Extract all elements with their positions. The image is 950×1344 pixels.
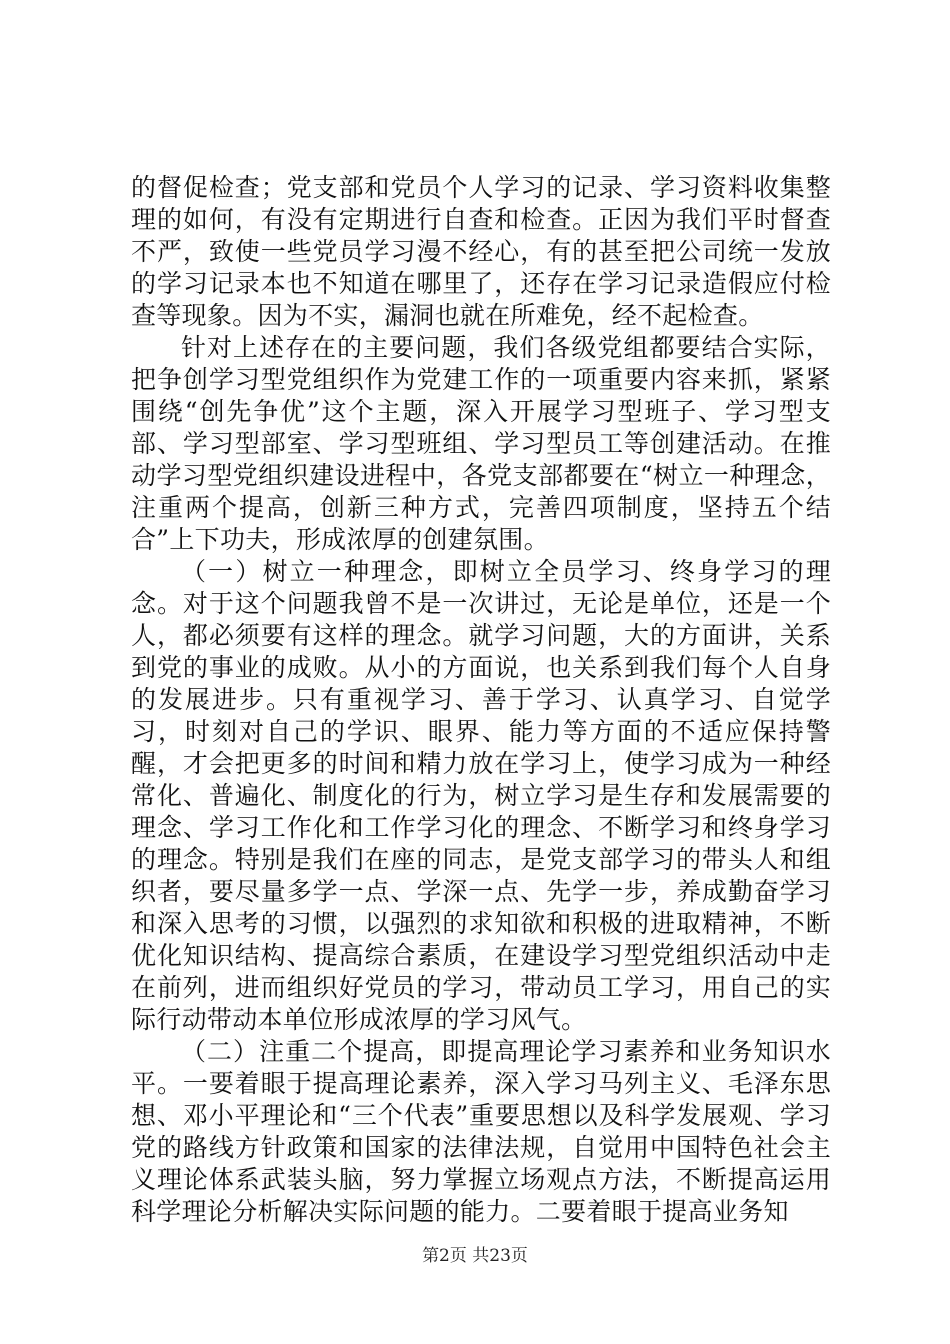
paragraph-3: （一）树立一种理念，即树立全员学习、终身学习的理念。对于这个问题我曾不是一次讲过，无论是单位，还是一个人，都必须要有这样的理念。就学习问题，大的方面讲，关系到党的事业的成败。从小的方面说，也关系到我们每个人自身的发展进步。只有重视学习、善于学习、认真学习、自觉学习，时刻对自己的学识、眼界、能力等方面的不适应保持警醒，才会把更多的时间和精力放在学习上，使学习成为一种经常化、普遍化、制度化的行为，树立学习是生存和发展需要的理念、学习工作化和工作学习化的理念、不断学习和终身学习的理念。特别是我们在座的同志，是党支部学习的带头人和组织者，要尽量多学一点、学深一点、先学一步，养成勤奋学习和深入思考的习惯，以强烈的求知欲和积极的进取精神，不断优化知识结构、提高综合素质，在建设学习型党组织活动中走在前列，进而组织好党员的学习，带动员工学习，用自己的实际行动带动本单位形成浓厚的学习风气。 <box>131 557 831 1034</box>
paragraph-4: （二）注重二个提高，即提高理论学习素养和业务知识水平。一要着眼于提高理论素养，深入学习马列主义、毛泽东思想、邓小平理论和“三个代表”重要思想以及科学发展观、学习党的路线方针政策和国家的法律法规，自觉用中国特色社会主义理论体系武装头脑，努力掌握立场观点方法，不断提高运用科学理论分析解决实际问题的能力。二要着眼于提高业务知 <box>131 1037 831 1226</box>
paragraph-1: 的督促检查；党支部和党员个人学习的记录、学习资料收集整理的如何，有没有定期进行自查和检查。正因为我们平时督查不严，致使一些党员学习漫不经心，有的甚至把公司统一发放的学习记录本也不知道在哪里了，还存在学习记录造假应付检查等现象。因为不实，漏洞也就在所难免，经不起检查。 <box>131 173 831 330</box>
document-body <box>131 172 831 1228</box>
page-footer: 第2页 共23页 <box>422 1246 528 1266</box>
paragraph-2: 针对上述存在的主要问题，我们各级党组都要结合实际，把争创学习型党组织作为党建工作的一项重要内容来抓，紧紧围绕“创先争优”这个主题，深入开展学习型班子、学习型支部、学习型部室、学习型班组、学习型员工等创建活动。在推动学习型党组织建设进程中，各党支部都要在“树立一种理念，注重两个提高，创新三种方式，完善四项制度，坚持五个结合”上下功夫，形成浓厚的创建氛围。 <box>131 333 831 554</box>
